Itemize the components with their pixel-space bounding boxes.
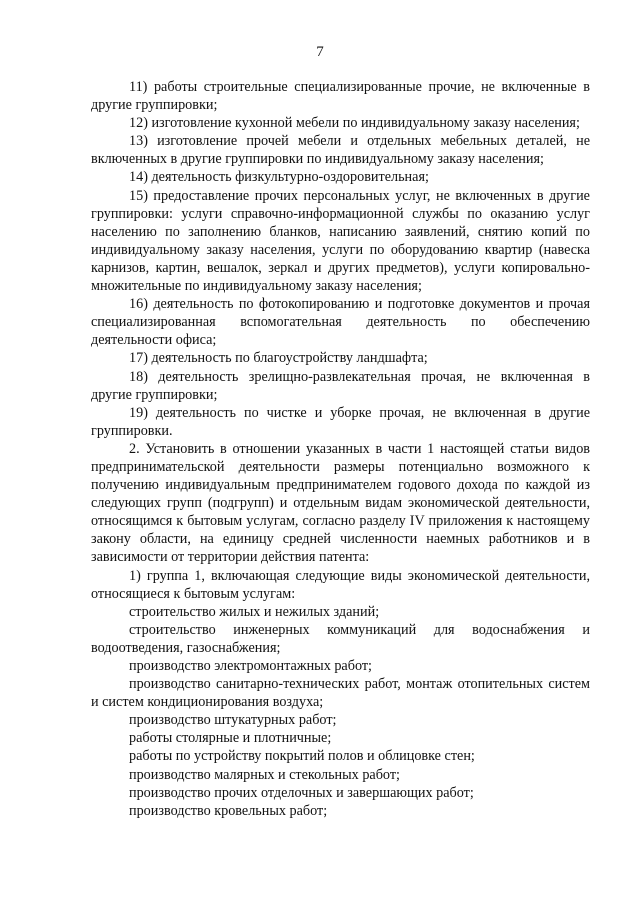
list-item: работы столярные и плотничные;: [129, 730, 332, 747]
paragraph-item-11: 11) работы строительные специализированные прочие, не включенные в другие группировки;: [91, 79, 590, 114]
page-number: 7: [316, 44, 324, 60]
list-item: строительство жилых и нежилых зданий;: [129, 603, 380, 620]
list-item: производство малярных и стекольных работ;: [129, 766, 400, 783]
list-item: производство кровельных работ;: [129, 802, 328, 819]
paragraph-item-13: 13) изготовление прочей мебели и отдельных мебельных деталей, не включенных в другие группировки по индивидуальному заказу населения;: [91, 133, 590, 168]
paragraph-part-2: 2. Установить в отношении указанных в части 1 настоящей статьи видов предпринимательской деятельности размеры потенциально возможного к получению индивидуальным предпринимателем годового дохода по каждой из следующих групп (подгрупп) и отдельным видам экономической деятельности, относящимся к бытовым услугам, согласно разделу IV приложения к настоящему закону области, на единицу средней численности наемных работников и в зависимости от территории действия патента:: [91, 440, 590, 566]
paragraph-item-14: 14) деятельность физкультурно-оздоровительная;: [129, 169, 429, 186]
list-item: производство санитарно-технических работ, монтаж отопительных систем и систем кондиционирования воздуха;: [91, 676, 590, 711]
list-item: строительство инженерных коммуникаций для водоснабжения и водоотведения, газоснабжения;: [91, 621, 590, 656]
paragraph-group-1: 1) группа 1, включающая следующие виды экономической деятельности, относящиеся к бытовым услугам:: [91, 567, 590, 602]
paragraph-item-12: 12) изготовление кухонной мебели по индивидуальному заказу населения;: [129, 115, 580, 132]
paragraph-item-17: 17) деятельность по благоустройству ландшафта;: [129, 350, 428, 367]
paragraph-item-16: 16) деятельность по фотокопированию и подготовке документов и прочая специализированная вспомогательная деятельность по обеспечению деятельности офиса;: [91, 296, 590, 349]
list-item: работы по устройству покрытий полов и облицовке стен;: [129, 748, 475, 765]
paragraph-item-15: 15) предоставление прочих персональных услуг, не включенных в другие группировки: услуги справочно-информационной службы по оказанию услуг населению по заполнению бланков, написанию заявлений, снятию копий по индивидуальному заказу населения, услуги по оборудованию квартир (навеска карнизов, картин, вешалок, зеркал и других предметов), услуги копировально-множительные по индивидуальному заказу населения;: [91, 187, 590, 295]
list-item: производство прочих отделочных и завершающих работ;: [129, 784, 474, 801]
list-item: производство электромонтажных работ;: [129, 658, 372, 674]
list-item: производство штукатурных работ;: [129, 712, 337, 729]
paragraph-item-19: 19) деятельность по чистке и уборке прочая, не включенная в другие группировки.: [91, 404, 590, 439]
paragraph-item-18: 18) деятельность зрелищно-развлекательная прочая, не включенная в другие группировки;: [91, 368, 590, 403]
document-body: [91, 78, 590, 820]
